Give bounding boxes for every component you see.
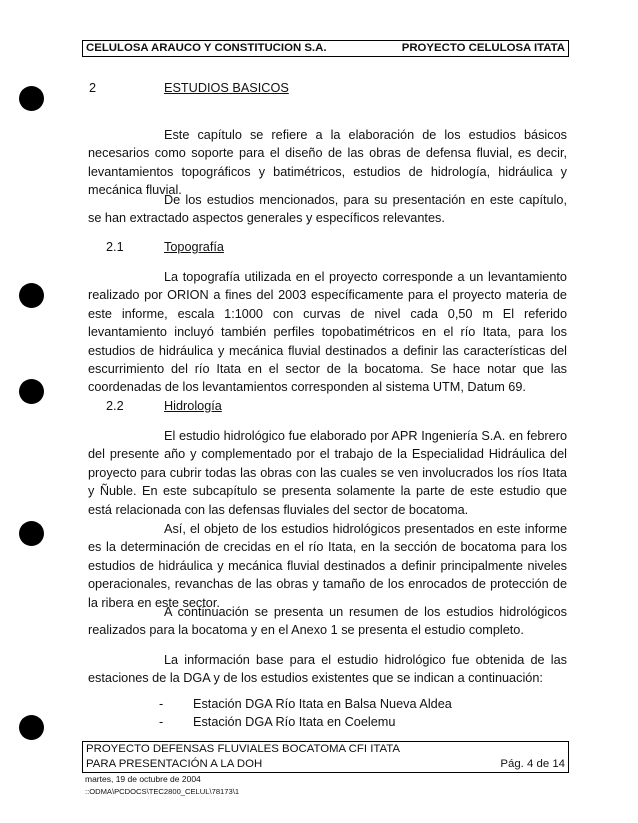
section-number: 2	[89, 81, 97, 95]
header-project: PROYECTO CELULOSA ITATA	[401, 42, 565, 54]
subsection-number-topografia: 2.1	[106, 240, 124, 254]
punch-hole	[19, 379, 44, 404]
paragraph-hidrologia-objeto: Así, el objeto de los estudios hidrológicos presentados en este informe es la determinación de crecidas en el río Itata, en la sección de bocatoma para los estudios de hidráulica y mecánica fluvial destinados a definir principalmente niveles operacionales, revanchas de las obras y tamaño de los enrocados de protección de la ribera en este sector.	[88, 522, 567, 610]
punch-hole	[19, 86, 44, 111]
list-item: Estación DGA Río Itata en Balsa Nueva Aldea	[193, 697, 452, 711]
list-dash: -	[159, 697, 164, 711]
paragraph-topografia: La topografía utilizada en el proyecto corresponde a un levantamiento realizado por ORION a fines del 2003 específicamente para el proyecto materia de este informe, escala 1:1000 con curvas de nivel cada 0,50 m El referido levantamiento incluyó también perfiles topobatimétricos en el río Itata, para los estudios de hidráulica y mecánica fluvial destinados a definir las características del escurrimiento del río Itata en el sector de la bocatoma. Se hace notar que las coordenadas de los levantamientos corresponden al sistema UTM, Datum 69.	[88, 270, 567, 395]
paragraph-resumen: A continuación se presenta un resumen de los estudios hidrológicos realizados para la bocatoma y en el Anexo 1 se presenta el estudio completo.	[88, 605, 567, 638]
paragraph-informacion-base: La información base para el estudio hidrológico fue obtenida de las estaciones de la DGA y de los estudios existentes que se indican a continuación:	[88, 653, 567, 686]
footer-path: ::ODMA\PCDOCS\TEC2800_CELUL\78173\1	[85, 787, 240, 796]
page-footer	[82, 741, 569, 773]
page-header	[82, 40, 569, 57]
paragraph-intro: Este capítulo se refiere a la elaboración de los estudios básicos necesarios como soporte para el diseño de las obras de defensa fluvial, es decir, levantamientos topográficos y batimétricos, estudios de hidrología, hidráulica y mecánica fluvial.	[88, 128, 567, 198]
punch-hole	[19, 283, 44, 308]
paragraph-hidrologia-apr: El estudio hidrológico fue elaborado por APR Ingeniería S.A. en febrero del presente año y complementado por el trabajo de la Especialidad Hidráulica del proyecto para cubrir todas las obras con las cuales se ven involucrados los ríos Itata y Ñuble. En este subcapítulo se presenta solamente la parte de este estudio que está relacionada con las defensas fluviales del sector de bocatoma.	[88, 429, 567, 517]
subsection-title-hidrologia: Hidrología	[164, 399, 222, 413]
footer-date: martes, 19 de octubre de 2004	[85, 774, 201, 784]
list-dash: -	[159, 715, 164, 729]
footer-project: PROYECTO DEFENSAS FLUVIALES BOCATOMA CFI ITATA	[86, 743, 400, 755]
page-number: Pág. 4 de 14	[500, 758, 565, 770]
section-title: ESTUDIOS BASICOS	[164, 81, 289, 95]
subsection-number-hidrologia: 2.2	[106, 399, 124, 413]
list-item: Estación DGA Río Itata en Coelemu	[193, 715, 396, 729]
punch-hole	[19, 715, 44, 740]
punch-hole	[19, 521, 44, 546]
header-company: CELULOSA ARAUCO Y CONSTITUCION S.A.	[86, 42, 327, 54]
footer-purpose: PARA PRESENTACIÓN A LA DOH	[86, 758, 263, 770]
subsection-title-topografia: Topografía	[164, 240, 224, 254]
paragraph-extract: De los estudios mencionados, para su presentación en este capítulo, se han extractado aspectos generales y específicos relevantes.	[88, 193, 567, 226]
